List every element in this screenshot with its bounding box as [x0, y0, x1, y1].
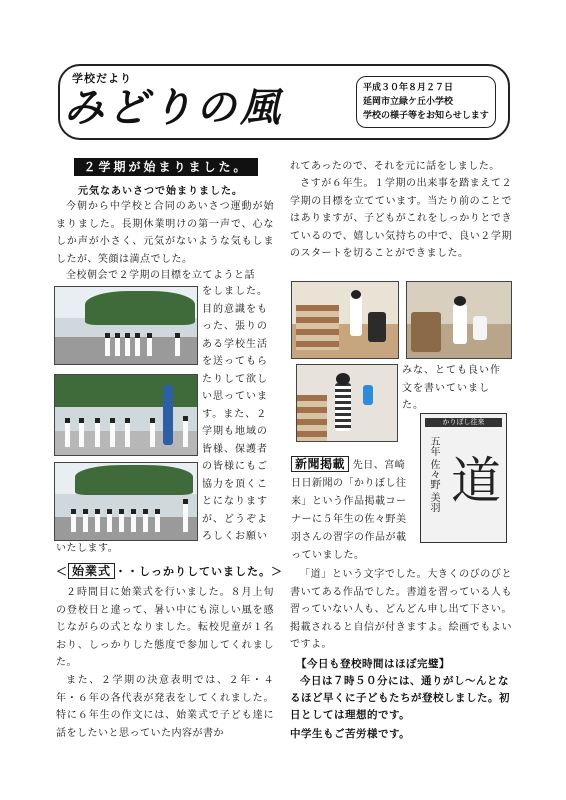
photo-speech-podium	[406, 281, 512, 359]
newspaper-clipping	[420, 413, 507, 543]
calligraphy-glyph: 道	[451, 452, 501, 510]
masthead-kicker: 学校だより	[72, 72, 132, 85]
newspaper-header-strip	[425, 418, 502, 427]
paragraph-calligraphy: 「道」という文字でした。大きくのびのびと書いてある作品でした。書道を習っている人も習っていない人も、どんどん申し出て下さい。掲載されると自信が付きますよ。絵画でもよいですよ。	[290, 569, 512, 650]
paragraph-ceremony: ２時間目に始業式を行いました。８月上旬の登校日と違って、暑い中にも涼しい風を感じながらの式となりました。転校児童が１名おり、しっかりした態度で参加してくれました。	[56, 587, 274, 668]
issue-date: 平成３０年８月２７日	[363, 83, 454, 93]
paragraph-continue: れてあったので、それを元に話をしました。	[290, 161, 500, 172]
ceremony-title: 始業式	[68, 563, 115, 579]
paragraph-assembly-side: をしました。目的意識をもった、張りのある学校生活を送ってもらたりして欲しい思っています。また、２学期も地域の皆様、保護者の皆様にもご協力を頂くことになりますが、どうぞよろしくお願い	[202, 286, 268, 542]
notice-end: 中学生もご苦労様です。	[290, 728, 411, 740]
paragraph-resolution: また、２学期の決意表明では、２年・４年・６年の各代表が発表をしてくれました。特に６年生の作文には、始業式で子ども達に話をしたいと思っていた内容が書か	[56, 675, 274, 739]
photo-essay-girl	[296, 364, 398, 442]
bracket-close: ＞	[271, 565, 284, 578]
photo-greeting-campaign	[54, 286, 198, 365]
section-title: ２学期が始まりました。	[74, 158, 258, 176]
greeting-heading: 元気なあいさつで始まりました。	[78, 186, 243, 197]
newspaper-author: 五年 佐々野 美羽	[428, 436, 439, 513]
news-title: 新聞掲載	[291, 456, 349, 472]
ceremony-heading	[56, 562, 283, 579]
masthead-title: みどりの風	[64, 84, 284, 131]
masthead-infobox	[356, 76, 496, 128]
bracket-open: ＜	[56, 565, 68, 578]
newspaper-header: かりぼし往来	[442, 418, 485, 426]
school-name: 延岡市立緑ケ丘小学校	[363, 97, 454, 107]
photo-morning-line	[54, 462, 198, 541]
paragraph-assembly-tail: いたします。	[56, 543, 119, 554]
paragraph-sixth-grade: さすが６年生。１学期の出来事を踏まえて２学期の目標を立てています。当たり前のことではありますが、子どもがこれをしっかりとできているので、嬉しい気持ちの中で、良い２学期のスタートを切ることができました。	[290, 178, 512, 259]
notice-title: 【今日も登校時間はほぼ完璧】	[296, 658, 450, 670]
notice-body: 今日は７時５０分には、通りがし〜んとなるほど早くに子どもたちが登校しました。初日としては理想的です。	[290, 675, 510, 721]
photo-students-gate	[54, 374, 198, 456]
photo-caption: みな、とても良い作文を書いていました。	[402, 365, 501, 411]
news-body: 先日、宮崎日日新聞の「かりぼし往来」という作品掲載コーナーに５年生の佐々野美羽さんの習字の作品が載っていました。	[291, 460, 407, 561]
tagline: 学校の様子等をお知らせします	[363, 111, 489, 121]
news-paragraph	[291, 455, 415, 565]
photo-speech-stairs	[291, 281, 399, 359]
ceremony-rest: ・・しっかりしていました。	[115, 565, 272, 578]
paragraph-greeting: 今朝から中学校と合同のあいさつ運動が始まりました。長期休業明けの第一声で、心なしか声が小さく、元気がないような気もしましたが、笑顔は満点でした。	[56, 201, 274, 265]
paragraph-assembly-lead: 全校朝会で２学期の目標を立てようと話	[66, 270, 255, 281]
